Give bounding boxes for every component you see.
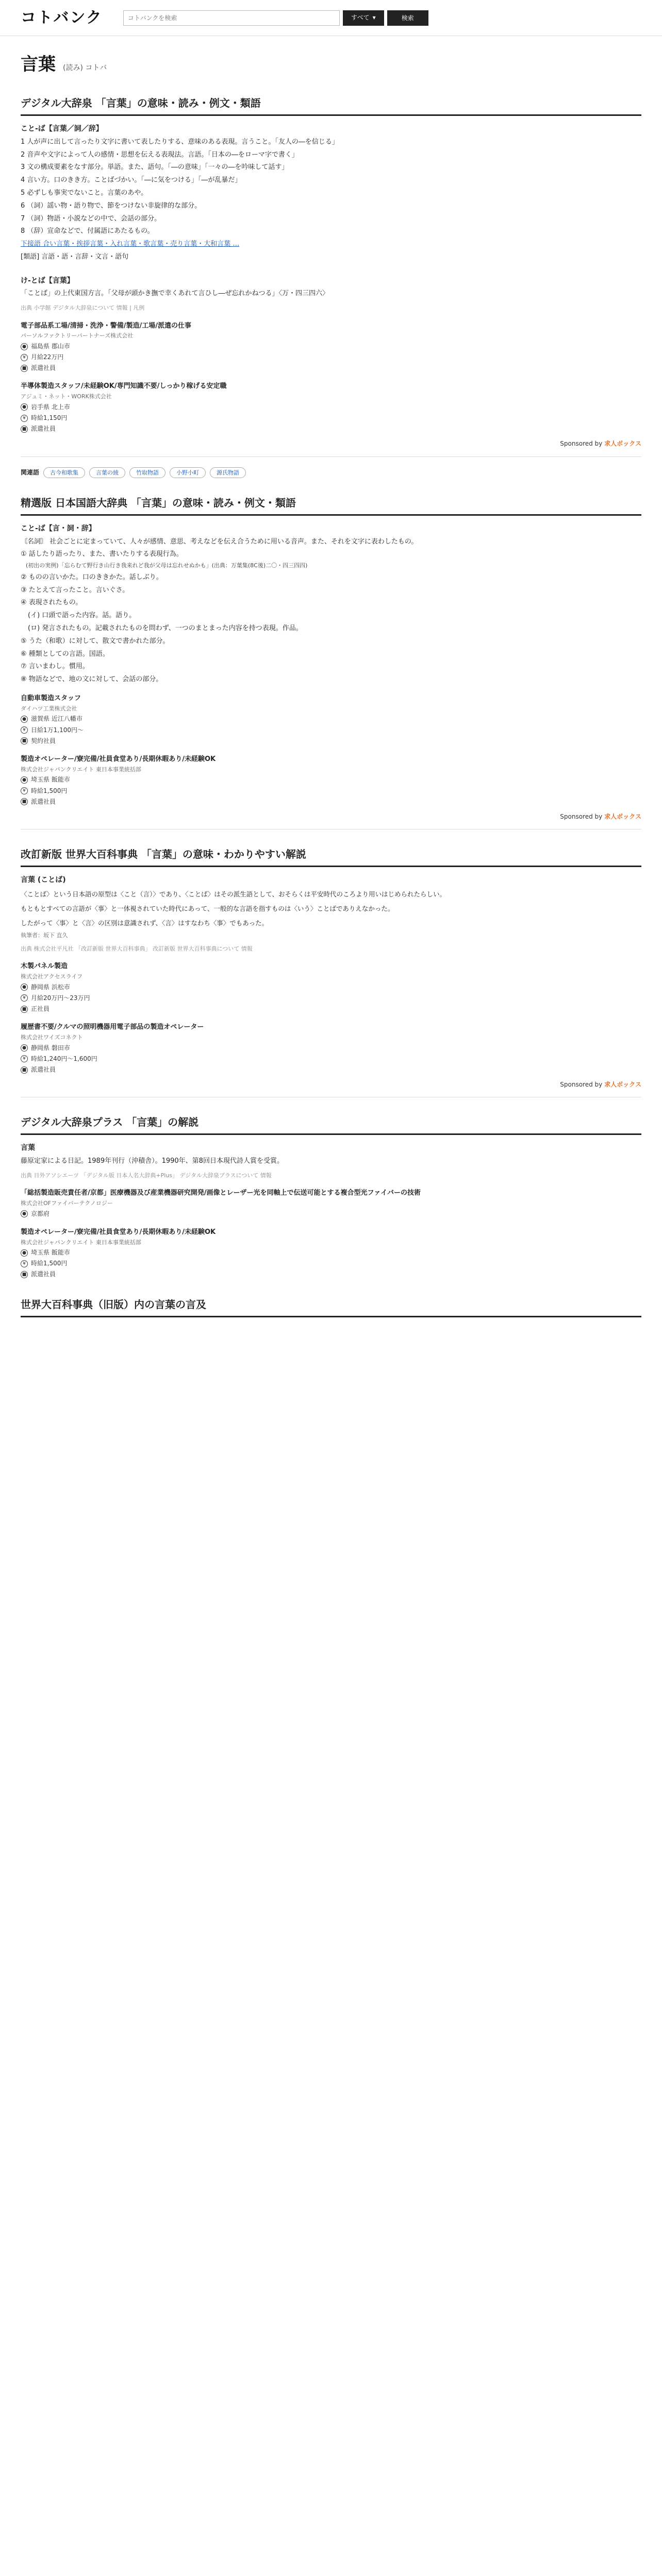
location-icon: ● [21,716,28,723]
nikkoku-sub: (イ) 口頭で語った内容。話。語り。 [28,612,136,620]
site-header [0,0,662,36]
job-type: 派遣社員 [31,1065,56,1073]
location-icon: ● [21,343,28,350]
nikkoku-item: ⑦ 言いまわし。慣用。 [21,663,89,671]
nikkoku-item: ⑤ うた（和歌）に対して、散文で書かれた部分。 [21,637,170,645]
nikkoku-item: ③ たとえて言ったこと。言いぐさ。 [21,586,129,594]
job-company: 株式会社OFファイバーテクノロジー [21,1199,113,1207]
sekai-author: 執筆者：坂下 直久 [21,932,68,939]
location-icon: ● [21,1249,28,1257]
daijisen-heading: デジタル大辞泉 「言葉」の意味・読み・例文・類語 [21,95,641,116]
job-title[interactable]: 半導体製造スタッフ/未経験OK/専門知識不要/しっかり稼げる安定職 [21,382,227,391]
job-place: 福島県 郡山市 [31,342,70,350]
job-place: 京都府 [31,1210,50,1217]
job-type: 派遣社員 [31,1270,56,1278]
nikkoku-sub: (ロ) 発言されたもの。記載されたものを問わず、一つのまとまった内容を持つ表現。作品。 [28,624,303,632]
sekai-text: したがって〈事〉と〈言〉の区別は意識されず、〈言〉はすなわち〈事〉でもあった。 [21,919,269,927]
divider [21,456,641,457]
job-company: 株式会社アクセスライフ [21,973,83,980]
job-ad[interactable] [21,1188,641,1219]
page-title: 言葉 [21,54,56,75]
chevron-down-icon: ▾ [372,13,376,21]
job-wage: 月給20万円〜23万円 [31,994,90,1002]
job-wage: 月給22万円 [31,353,64,361]
search-input[interactable] [123,10,340,26]
job-title[interactable]: 自動車製造スタッフ [21,694,81,702]
job-company: アジュミ・ネット・WORK株式会社 [21,393,112,400]
ad-list-1 [21,321,641,434]
sense-item: 7 （詞）物語・小説などの中で、会話の部分。 [21,214,161,223]
plus-entry: 言葉 [21,1144,35,1153]
sponsor-brand[interactable]: 求人ボックス [604,440,641,448]
site-logo[interactable]: コトバンク [21,9,103,26]
job-ad[interactable] [21,754,641,807]
job-title[interactable]: 製造オペレーター/寮完備/社員食堂あり/長期休暇あり/未経験OK [21,1228,216,1236]
related-label: 関連語 [21,468,40,476]
sense-item: 5 必ずしも事実でないこと。言葉のあや。 [21,189,148,197]
yen-icon: ¥ [21,354,28,361]
scope-label: すべて [351,13,370,21]
sekai-source: 出典 株式会社平凡社 「改訂新版 世界大百科事典」 改訂新版 世界大百科事典について 情報 [21,945,253,952]
nikkoku-item: ⑥ 種類としての言語。国語。 [21,650,109,658]
yen-icon: ¥ [21,726,28,734]
plus-source: 出典 日外アソシエーツ 「デジタル版 日本人名大辞典+Plus」 デジタル大辞泉プラスについて 情報 [21,1172,272,1179]
sense-item: 1 人が声に出して言ったり文字に書いて表したりする、意味のある表現。言うこと。「友人の―を信じる」 [21,138,339,146]
daijisen-source: 出典 小学館 デジタル大辞泉について 情報 | 凡例 [21,304,145,311]
plus-text: 藤原定家による日記。1989年刊行（沖積舎）。1990年、第8回日本現代詩人賞を受賞。 [21,1157,284,1165]
sponsor-line [21,812,641,822]
job-wage: 時給1,240円〜1,600円 [31,1055,97,1062]
job-ad[interactable] [21,961,641,1014]
main-content [0,50,662,1317]
job-company: 株式会社ワイズコネクト [21,1034,83,1041]
related-tag[interactable]: 小野小町 [170,467,206,479]
location-icon: ● [21,1210,28,1217]
job-ad[interactable] [21,381,641,434]
job-title[interactable]: 履歴書不要/クルマの照明機器用電子部品の製造オペレーター [21,1023,204,1031]
briefcase-icon: ■ [21,1066,28,1074]
job-place: 静岡県 浜松市 [31,983,70,991]
yen-icon: ¥ [21,787,28,794]
job-place: 静岡県 磐田市 [31,1044,70,1052]
sub-entry: け‐とば【言葉】 [21,276,74,285]
yen-icon: ¥ [21,1260,28,1267]
search-bar [123,10,428,26]
sense-item: 3 文の構成要素をなす部分。単語。また、語句。「―の意味」「一々の―を吟味して話す」 [21,163,289,172]
daijisen-senses [21,137,641,237]
location-icon: ● [21,776,28,784]
kyuban-heading: 世界大百科事典（旧版）内の言葉の言及 [21,1296,641,1317]
nikkoku-def: 〘名詞〙 社会ごとに定まっていて、人々が感情、意思、考えなどを伝え合うために用いる音声。また、それを文字に表わしたもの。 [21,537,418,546]
scope-select[interactable] [343,10,384,26]
location-icon: ● [21,403,28,411]
sponsor-label: Sponsored by [560,812,603,820]
job-type: 派遣社員 [31,798,56,805]
job-company: ダイハツ工業株式会社 [21,705,77,712]
related-tag[interactable]: 竹取物語 [129,467,166,479]
related-tag[interactable]: 古今和歌集 [43,467,85,479]
job-wage: 時給1,500円 [31,1260,68,1267]
nikkoku-entry: こと‐ば【言・詞・辞】 [21,524,96,533]
plus-heading: デジタル大辞泉プラス 「言葉」の解説 [21,1114,641,1135]
sponsor-brand[interactable]: 求人ボックス [604,1081,641,1089]
briefcase-icon: ■ [21,365,28,372]
job-ad[interactable] [21,321,641,374]
nikkoku-item: ② ものの言いかた。口のききかた。話しぶり。 [21,573,163,581]
sekai-text: もともとすべての言語が〈事〉と一体視されていた時代にあって、一般的な言語を指すものは〈いう〉ことばでありえなかった。 [21,905,394,913]
title-row [21,50,641,78]
yen-icon: ¥ [21,994,28,1002]
related-tag[interactable]: 源氏物語 [210,467,246,479]
lower-words-note[interactable]: 下接語 合い言葉・挨拶言葉・入れ言葉・歌言葉・売り言葉・大和言葉 … [21,240,240,248]
related-words [21,467,641,479]
search-button[interactable]: 検索 [387,10,428,26]
sponsor-label: Sponsored by [560,440,603,448]
briefcase-icon: ■ [21,1006,28,1013]
sense-item: 8 （辞）宣命などで、付属語にあたるもの。 [21,227,154,235]
sponsor-line [21,439,641,449]
sponsor-brand[interactable]: 求人ボックス [604,812,641,820]
sekai-heading: 改訂新版 世界大百科事典 「言葉」の意味・わかりやすい解説 [21,846,641,867]
sponsor-label: Sponsored by [560,1081,603,1089]
job-place: 岩手県 北上市 [31,403,70,411]
yen-icon: ¥ [21,1055,28,1062]
job-place: 埼玉県 飯能市 [31,1249,70,1257]
ad-list-3 [21,961,641,1075]
job-ad[interactable] [21,693,641,746]
job-type: 契約社員 [31,737,56,744]
job-type: 派遣社員 [31,425,56,433]
nikkoku-quote: (初出の実例)「忘らむて野行き山行き我来れど我が父母は忘れせぬかも」(出典：万葉集(8C後)二〇・四三四四) [26,562,308,569]
job-company: 株式会社ジャパンクリエイト 東日本事業統括部 [21,1239,141,1246]
nikkoku-item: ④ 表現されたもの。 [21,599,82,607]
job-wage: 日給1万1,100円〜 [31,726,84,734]
sponsor-line [21,1080,641,1090]
job-title[interactable]: 電子部品系工場/清掃・洗浄・警備/製造/工場/派遣の仕事 [21,321,191,330]
job-type: 派遣社員 [31,364,56,372]
sense-item: 4 言い方。口のきき方。ことばづかい。「―に気をつける」「―が乱暴だ」 [21,176,242,184]
nikkoku-item: ① 話したり語ったり、また、書いたりする表現行為。 [21,550,183,558]
page-reading: (読み) コトバ [63,64,107,72]
job-title[interactable]: 「総括製造販売責任者/京都」医療機器及び産業機器研究開発/画像とレーザー光を同軸上で伝送可能とする複合型光ファイバーの技術 [21,1189,421,1197]
job-ad[interactable] [21,1227,641,1280]
sense-item: 6 （詞）謡い物・語り物で、節をつけない非旋律的な部分。 [21,201,202,210]
sekai-entry: 言葉 (ことば) [21,876,66,885]
synonyms: [類語] 言語・語・言辞・文言・語句 [21,252,129,261]
job-wage: 時給1,150円 [31,414,68,422]
daijisen-entry: こと‐ば【言葉／詞／辞】 [21,125,103,133]
job-title[interactable]: 製造オペレーター/寮完備/社員食堂あり/長期休暇あり/未経験OK [21,755,216,763]
ad-list-2 [21,693,641,807]
yen-icon: ¥ [21,415,28,422]
nikkoku-item: ⑧ 物語などで、地の文に対して、会話の部分。 [21,675,163,684]
job-title[interactable]: 木製パネル製造 [21,962,68,971]
nikkoku-heading: 精選版 日本国語大辞典 「言葉」の意味・読み・例文・類語 [21,495,641,516]
related-tag[interactable]: 言葉の綾 [89,467,125,479]
sekai-text: 〈ことば〉という日本語の原型は〈こと（言）〉であり、〈ことば〉はその派生語として、おそらくは平安時代のころより用いはじめられたらしい。 [21,890,446,899]
job-wage: 時給1,500円 [31,787,68,794]
briefcase-icon: ■ [21,426,28,433]
job-type: 正社員 [31,1005,50,1013]
briefcase-icon: ■ [21,1271,28,1278]
briefcase-icon: ■ [21,737,28,744]
ad-list-4 [21,1188,641,1280]
job-place: 埼玉県 飯能市 [31,776,70,784]
job-place: 滋賀県 近江八幡市 [31,715,82,723]
location-icon: ● [21,1044,28,1052]
location-icon: ● [21,984,28,991]
job-company: パーソルファクトリーパートナーズ株式会社 [21,332,134,340]
sub-entry-text: 「ことば」の上代東国方言。「父母が頭かき撫で幸くあれて言ひし―ぜ忘れかねつる」〈万・四三四六〉 [21,290,329,298]
sense-item: 2 音声や文字によって人の感情・思想を伝える表現法。言語。「日本の―をローマ字で書く」 [21,150,299,159]
job-ad[interactable] [21,1022,641,1075]
job-company: 株式会社ジャパンクリエイト 東日本事業統括部 [21,766,141,773]
briefcase-icon: ■ [21,798,28,805]
